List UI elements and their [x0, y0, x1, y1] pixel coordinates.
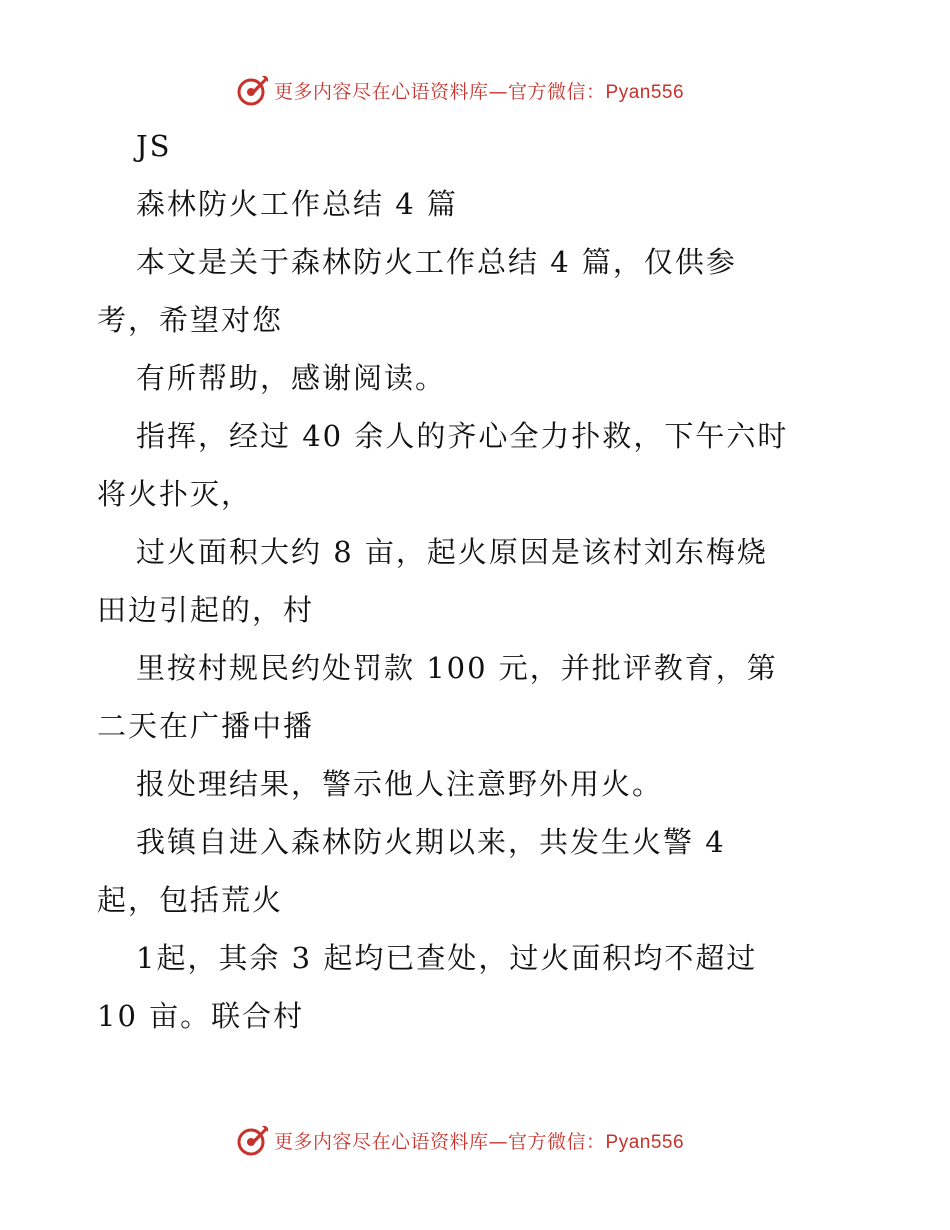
- text-line: 将火扑灭，: [97, 477, 253, 511]
- text-line: 过火面积大约 8 亩，起火原因是该村刘东梅烧: [136, 535, 768, 569]
- text-line: 1起，其余 3 起均已查处，过火面积均不超过: [136, 941, 758, 975]
- text-line: 起，包括荒火: [97, 883, 284, 917]
- text-line: 报处理结果，警示他人注意野外用火。: [136, 767, 664, 801]
- text-line: 考，希望对您: [97, 303, 284, 337]
- text-line: 10 亩。联合村: [97, 999, 305, 1033]
- text-line: 里按村规民约处罚款 100 元，并批评教育，第: [136, 651, 778, 685]
- doc-title: 森林防火工作总结 4 篇: [136, 187, 458, 221]
- text-line: 有所帮助，感谢阅读。: [136, 361, 447, 395]
- doc-label: JS: [136, 129, 172, 163]
- text-line: 二天在广播中播: [97, 709, 315, 743]
- text-line: 我镇自进入森林防火期以来，共发生火警 4: [136, 825, 726, 859]
- watermark-text: 更多内容尽在心语资料库—官方微信：Pyan556: [274, 80, 685, 103]
- footer-watermark: [236, 1122, 756, 1158]
- text-line: 田边引起的，村: [97, 593, 315, 627]
- quill-logo-icon: [236, 1123, 270, 1157]
- text-line: 本文是关于森林防火工作总结 4 篇，仅供参: [136, 245, 737, 279]
- text-line: 指挥，经过 40 余人的齐心全力扑救，下午六时: [136, 419, 789, 453]
- watermark-text: 更多内容尽在心语资料库—官方微信：Pyan556: [274, 1130, 685, 1153]
